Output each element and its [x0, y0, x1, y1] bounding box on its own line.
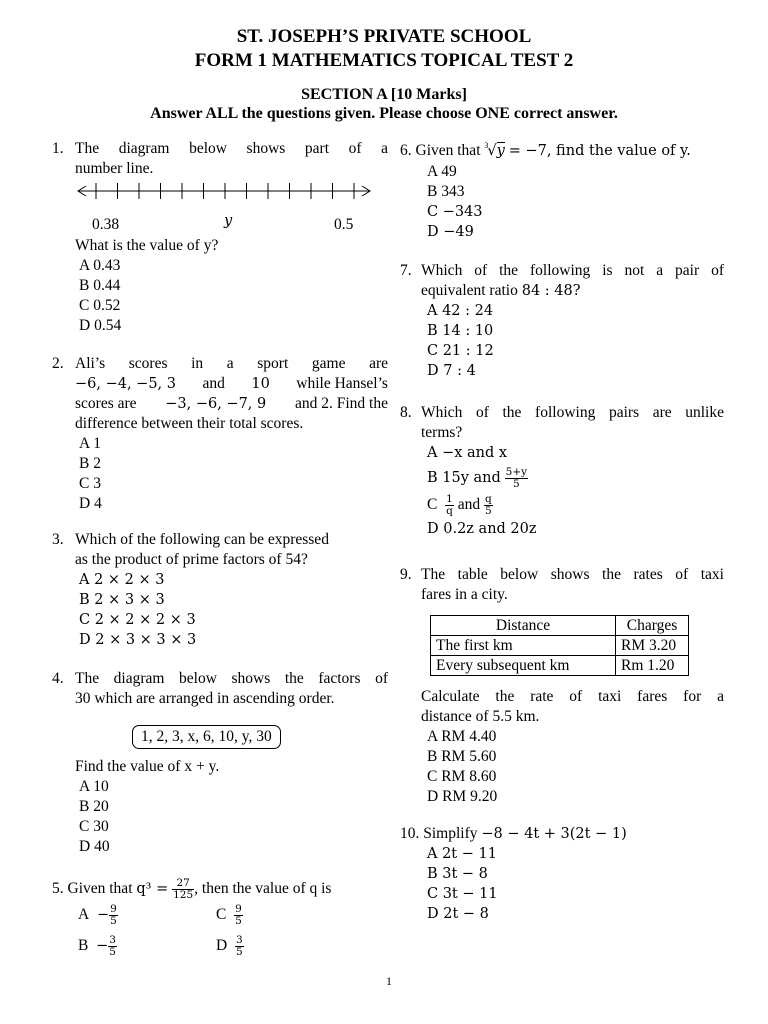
option-c[interactable]: C $\frac{1}{q}$ and $\frac{q}{5}$ — [427, 493, 492, 517]
cube-root: 3 √y — [484, 141, 505, 159]
instruction: Answer ALL the questions given. Please choose ONE correct answer. — [150, 105, 618, 122]
option-c[interactable]: C RM 8.60 — [427, 768, 497, 785]
option-a[interactable]: A 0.43 — [79, 257, 121, 274]
factors-box — [132, 725, 281, 749]
option-letter: D — [216, 937, 228, 955]
factors-list: 1, 2, 3, x, 6, 10, y, 30 — [132, 725, 281, 749]
question-number: 9. — [400, 566, 412, 583]
score-value: 10 — [251, 376, 270, 392]
question-10 — [400, 824, 627, 924]
score-list: −6, −4, −5, 3 — [75, 376, 177, 392]
equation: = −7, find the value of y. — [508, 143, 691, 159]
question-text: Calculate the rate of taxi fares for a — [421, 688, 724, 705]
question-number: 4. — [52, 670, 64, 687]
number-line — [74, 180, 374, 202]
option-c[interactable]: C 3 — [79, 475, 101, 492]
text: and 2. Find the — [294, 395, 388, 412]
question-text: The diagram below shows the factors of — [75, 670, 388, 687]
question-1 — [52, 139, 388, 179]
option-b[interactable]: B 3t − 8 — [427, 866, 488, 882]
option-a[interactable]: A 2t − 11 — [427, 846, 497, 862]
question-number: 3. — [52, 531, 64, 548]
question-text: Ali’s scores in a sport game are — [75, 355, 388, 372]
question-text: Given that — [415, 142, 481, 159]
question-text: distance of 5.5 km. — [421, 708, 540, 725]
option-d[interactable]: D 40 — [79, 838, 110, 855]
table-header-row — [431, 616, 689, 636]
option-d[interactable]: D −49 — [427, 224, 474, 240]
table-row — [431, 636, 689, 656]
column-header: Distance — [431, 616, 616, 636]
question-2 — [52, 354, 388, 514]
option-a[interactable]: A 10 — [79, 778, 109, 795]
question-9-prompt — [421, 687, 724, 807]
question-number: 8. — [400, 404, 412, 421]
column-header: Charges — [616, 616, 689, 636]
question-text: 30 which are arranged in ascending order. — [75, 690, 335, 707]
expression: −8 − 4t + 3(2t − 1) — [481, 826, 627, 842]
number-line-label-left: 0.38 — [92, 216, 120, 233]
score-list: −3, −6, −7, 9 — [165, 396, 267, 412]
option-b[interactable]: B RM 5.60 — [427, 748, 497, 765]
option-c[interactable]: C 3t − 11 — [427, 886, 498, 902]
question-text: Simplify — [423, 825, 478, 842]
text: scores are — [75, 395, 137, 412]
option-d[interactable]: D RM 9.20 — [427, 788, 498, 805]
table-row — [431, 656, 689, 676]
fraction: $\frac{27}{125}$ — [173, 877, 194, 901]
option-c[interactable]: C 21 : 12 — [427, 343, 494, 359]
option-b[interactable]: B 343 — [427, 183, 465, 200]
question-text: Which of the following pairs are unlike — [421, 404, 724, 421]
option-a[interactable]: A RM 4.40 — [427, 728, 497, 745]
number-line-label-right: 0.5 — [334, 216, 354, 233]
option-c[interactable]: C 0.52 — [79, 297, 121, 314]
question-number: 1. — [52, 140, 64, 157]
option-d[interactable]: D $\frac{3}{5}$ — [216, 934, 243, 958]
question-text: , then the value of q is — [194, 880, 332, 898]
question-number: 10. — [400, 825, 420, 842]
option-d[interactable]: D 7 : 4 — [427, 363, 476, 379]
table-cell: The first km — [431, 636, 616, 656]
option-b[interactable]: B 15y and $\frac{5+y}{5}$ — [427, 466, 528, 490]
option-c[interactable]: C $\frac{9}{5}$ — [216, 903, 242, 927]
question-text: Find the value of x + y. — [75, 758, 220, 775]
question-text: terms? — [421, 424, 463, 441]
table-cell: RM 3.20 — [616, 636, 689, 656]
question-number: 5. — [52, 880, 64, 898]
sign: − — [96, 938, 109, 955]
school-name: ST. JOSEPH’S PRIVATE SCHOOL — [236, 26, 532, 47]
option-c[interactable]: C 2 × 2 × 2 × 3 — [79, 612, 196, 628]
question-number: 6. — [400, 142, 412, 159]
question-text: as the product of prime factors of 54? — [75, 551, 308, 568]
option-d[interactable]: D 2 × 3 × 3 × 3 — [79, 632, 197, 648]
option-d[interactable]: D 0.54 — [79, 317, 122, 334]
option-b[interactable]: B 0.44 — [79, 277, 121, 294]
question-7 — [400, 261, 724, 381]
question-4 — [52, 669, 388, 709]
question-text: number line. — [75, 160, 154, 177]
question-text — [75, 394, 388, 414]
question-text — [75, 374, 388, 394]
question-text: The diagram below shows part of a — [75, 140, 388, 157]
option-b[interactable]: B − $\frac{3}{5}$ — [78, 934, 116, 958]
question-text: Which of the following is not a pair of — [421, 262, 724, 279]
text: and — [202, 375, 225, 392]
option-letter: C — [216, 906, 227, 924]
test-title: FORM 1 MATHEMATICS TOPICAL TEST 2 — [194, 50, 574, 71]
option-letter: A — [78, 906, 90, 924]
text: while Hansel’s — [296, 375, 388, 392]
question-text: What is the value of y? — [75, 237, 219, 254]
option-d[interactable]: D 0.2z and 20z — [427, 521, 537, 537]
question-text: difference between their total scores. — [75, 415, 304, 432]
equation: q³ = — [136, 881, 169, 898]
section-title: SECTION A [10 Marks] — [301, 86, 467, 103]
page-number: 1 — [386, 974, 392, 988]
table-cell: Rm 1.20 — [616, 656, 689, 676]
option-b[interactable]: B 2 × 3 × 3 — [79, 592, 165, 608]
sign: − — [96, 907, 110, 924]
question-4-prompt — [75, 757, 219, 857]
question-text: equivalent ratio 84 : 48? — [421, 282, 581, 299]
question-6 — [400, 141, 691, 161]
option-a[interactable]: A 2 × 2 × 3 — [79, 572, 165, 588]
question-5 — [52, 878, 388, 901]
question-text: Which of the following can be expressed — [75, 531, 329, 548]
option-a[interactable]: A −x and x — [427, 445, 508, 461]
question-number: 7. — [400, 262, 412, 279]
question-9 — [400, 565, 724, 605]
option-a[interactable]: A 49 — [427, 163, 457, 180]
question-number: 2. — [52, 355, 64, 372]
option-a[interactable]: A 1 — [79, 435, 101, 452]
question-text: fares in a city. — [421, 586, 508, 603]
option-d[interactable]: D 2t − 8 — [427, 906, 489, 922]
question-text: The table below shows the rates of taxi — [421, 566, 724, 583]
option-b[interactable]: B 20 — [79, 798, 109, 815]
question-6-options — [427, 162, 483, 242]
option-c[interactable]: C 30 — [79, 818, 109, 835]
question-3 — [52, 530, 388, 650]
option-b[interactable]: B 14 : 10 — [427, 323, 494, 339]
question-8 — [400, 403, 724, 539]
option-a[interactable]: A − $\frac{9}{5}$ — [78, 903, 117, 927]
option-d[interactable]: D 4 — [79, 495, 102, 512]
question-1-prompt — [75, 236, 218, 336]
question-text: Given that — [67, 880, 133, 898]
option-b[interactable]: B 2 — [79, 455, 101, 472]
table-cell: Every subsequent km — [431, 656, 616, 676]
option-a[interactable]: A 42 : 24 — [427, 303, 494, 319]
option-letter: B — [78, 937, 89, 955]
option-c[interactable]: C −343 — [427, 204, 483, 220]
taxi-fares-table — [430, 615, 689, 676]
number-line-label-y: y — [224, 213, 233, 229]
